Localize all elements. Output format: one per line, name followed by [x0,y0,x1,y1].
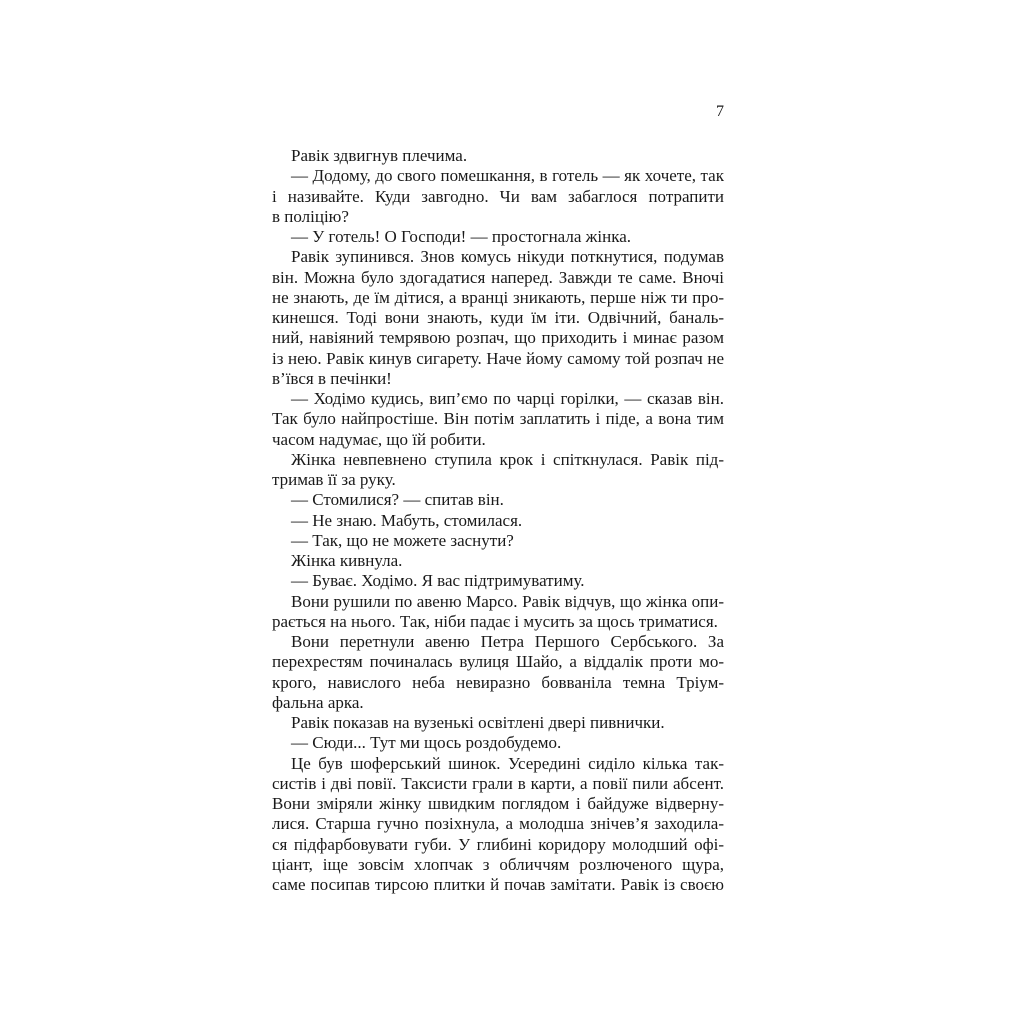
text-line: саме посипав тирсою плитки й почав замітати. Равік із своєю [272,875,724,894]
text-line: — Стомилися? — спитав він. [291,490,504,510]
body-text [272,146,724,895]
text-line: — Буває. Ходімо. Я вас підтримуватиму. [291,571,585,591]
text-line: — Не знаю. Мабуть, стомилася. [291,510,523,530]
text-line: в поліцію? [272,206,349,226]
text-line: не знають, де їм дітися, а вранці зникають, перше ніж ти про- [272,287,724,307]
page-number: 7 [716,103,724,120]
text-line: із нею. Равік кинув сигарету. Наче йому самому той розпач не [272,348,724,368]
text-line: ся підфарбовувати губи. У глибині коридору молодший офі- [272,834,724,854]
text-line: ний, навіяний темрявою розпач, що приходить і минає разом [272,328,724,348]
text-line: Жінка кивнула. [291,551,403,570]
text-line: в’ївся в печінки! [272,368,392,388]
text-line: рається на нього. Так, ніби падає і мусить за щось триматися. [272,611,718,631]
text-line: кинешся. Тоді вони знають, куди їм іти. Одвічний, баналь- [272,308,724,327]
text-line: перехрестям починалась вулиця Шайо, а віддалік проти мо- [272,652,724,672]
text-line: ціант, іще зовсім хлопчак з обличчям розлюченого щура, [272,854,724,874]
text-line: систів і дві повії. Таксисти грали в карти, а повії пили абсент. [272,773,724,793]
text-line: тримав її за руку. [272,470,396,489]
text-line: — Так, що не можете заснути? [291,530,514,550]
text-line: — У готель! О Господи! — простогнала жінка. [291,227,632,246]
text-line: Так було найпростіше. Він потім заплатить і піде, а вона тим [272,409,724,429]
text-line: — Сюди... Тут ми щось роздобудемо. [291,733,562,753]
text-line: Равік показав на вузенькі освітлені двері пивнички. [291,713,665,732]
text-line: Жінка невпевнено ступила крок і спіткнулася. Равік під- [291,449,724,469]
text-line: і називайте. Куди завгодно. Чи вам забаглося потрапити [272,186,724,206]
text-line: лися. Старша гучно позіхнула, а молодша знічев’я заходила- [272,814,724,834]
text-line: Вони перетнули авеню Петра Першого Сербського. За [291,632,724,651]
text-line: фальна арка. [272,692,364,712]
text-line: Вони зміряли жінку швидким поглядом і байдуже відверну- [272,794,724,813]
text-line: крого, навислого неба невиразно бовваніла темна Тріум- [272,672,724,692]
text-line: Це був шоферський шинок. Усередині сиділо кілька так- [291,753,724,773]
text-line: — Додому, до свого помешкання, в готель — як хочете, так [291,166,724,186]
text-line: часом надумає, що їй робити. [272,429,486,449]
text-line: Вони рушили по авеню Марсо. Равік відчув, що жінка опи- [291,591,724,611]
text-line: він. Можна було здогадатися наперед. Завжди те саме. Вночі [272,267,724,287]
text-line: — Ходімо кудись, вип’ємо по чарці горілки, — сказав він. [291,389,724,408]
text-line: Равік зупинився. Знов комусь нікуди поткнутися, подумав [291,247,724,267]
text-line: Равік здвигнув плечима. [291,146,468,165]
